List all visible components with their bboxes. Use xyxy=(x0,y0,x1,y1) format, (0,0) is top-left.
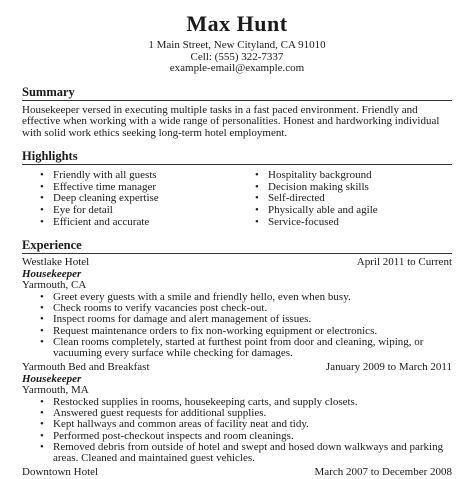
job-duties xyxy=(22,292,452,359)
highlights-right xyxy=(237,170,452,228)
address: 1 Main Street, New Cityland, CA 91010 xyxy=(148,39,326,51)
summary-title: Summary xyxy=(22,85,452,101)
experience-title: Experience xyxy=(22,238,452,254)
duty-item: • Performed post-checkout inspects and room cleanings. xyxy=(40,431,452,442)
highlights-title: Highlights xyxy=(22,149,452,165)
highlight-item: • Service-focused xyxy=(255,217,452,229)
highlight-item: • Eye for detail xyxy=(40,205,237,217)
job-entry xyxy=(22,467,452,479)
highlight-item: • Physically able and agile xyxy=(255,205,452,217)
duty-item: • Greet every guests with a smile and friendly hello, even when busy. xyxy=(40,292,452,303)
job-entry xyxy=(22,257,452,359)
duty-item: • Check rooms to verify vacancies post check-out. xyxy=(40,303,452,314)
highlight-item: • Efficient and accurate xyxy=(40,217,237,229)
highlight-item: • Effective time manager xyxy=(40,182,237,194)
duty-item: • Restocked supplies in rooms, housekeeping carts, and supply closets. xyxy=(40,397,452,408)
phone: Cell: (555) 322-7337 xyxy=(190,50,284,63)
job-location: Yarmouth, MA xyxy=(22,384,89,397)
duty-item: • Inspect rooms for damage and alert management of issues. xyxy=(40,314,452,325)
duty-item: • Removed debris from outside of hotel and swept and hosed down walkways and parking areas. Cleaned and maintained guest vehicles. xyxy=(40,442,452,464)
contact-info xyxy=(22,40,452,75)
job-company: Westlake Hotel xyxy=(22,256,90,269)
job-header xyxy=(22,467,452,479)
highlight-item: • Deep cleaning expertise xyxy=(40,193,237,205)
job-header xyxy=(22,257,452,269)
job-location: Yarmouth, CA xyxy=(22,279,87,292)
duty-item: • Answered guest requests for additional supplies. xyxy=(40,408,452,419)
job-dates: March 2007 to December 2008 xyxy=(314,466,452,479)
job-entry xyxy=(22,362,452,464)
job-duties xyxy=(22,397,452,464)
job-company: Yarmouth Bed and Breakfast xyxy=(22,361,150,374)
duty-item: • Kept hallways and common areas of facility neat and tidy. xyxy=(40,419,452,430)
highlight-item: • Hospitality background xyxy=(255,170,452,182)
job-header xyxy=(22,362,452,374)
highlights-section xyxy=(22,149,452,228)
job-role: Housekeeper xyxy=(22,372,82,385)
duty-item: • Request maintenance orders to fix non-working equipment or electronics. xyxy=(40,326,452,337)
job-dates: January 2009 to March 2011 xyxy=(325,361,452,374)
candidate-name: Max Hunt xyxy=(186,11,288,36)
highlights-columns xyxy=(22,170,452,228)
job-company: Downtown Hotel xyxy=(22,466,99,479)
highlight-item: • Self-directed xyxy=(255,193,452,205)
summary-section xyxy=(22,85,452,140)
experience-section xyxy=(22,238,452,479)
highlight-item: • Decision making skills xyxy=(255,182,452,194)
job-dates: April 2011 to Current xyxy=(356,256,452,269)
highlight-item: • Friendly with all guests xyxy=(40,170,237,182)
highlights-left xyxy=(22,170,237,228)
job-role: Housekeeper xyxy=(22,267,82,280)
duty-item: • Clean rooms completely, started at furthest point from door and cleaning, wiping, or vacuuming every surface while checking for damages. xyxy=(40,337,452,359)
email: example-email@example.com xyxy=(169,62,305,74)
resume-header xyxy=(22,0,452,75)
summary-text: Housekeeper versed in executing multiple tasks in a fast paced environment. Friendly and effective when working with a wide range of personalities. Honest and hardworking individual with solid work ethics seeking long-term hotel employment. xyxy=(22,103,440,139)
